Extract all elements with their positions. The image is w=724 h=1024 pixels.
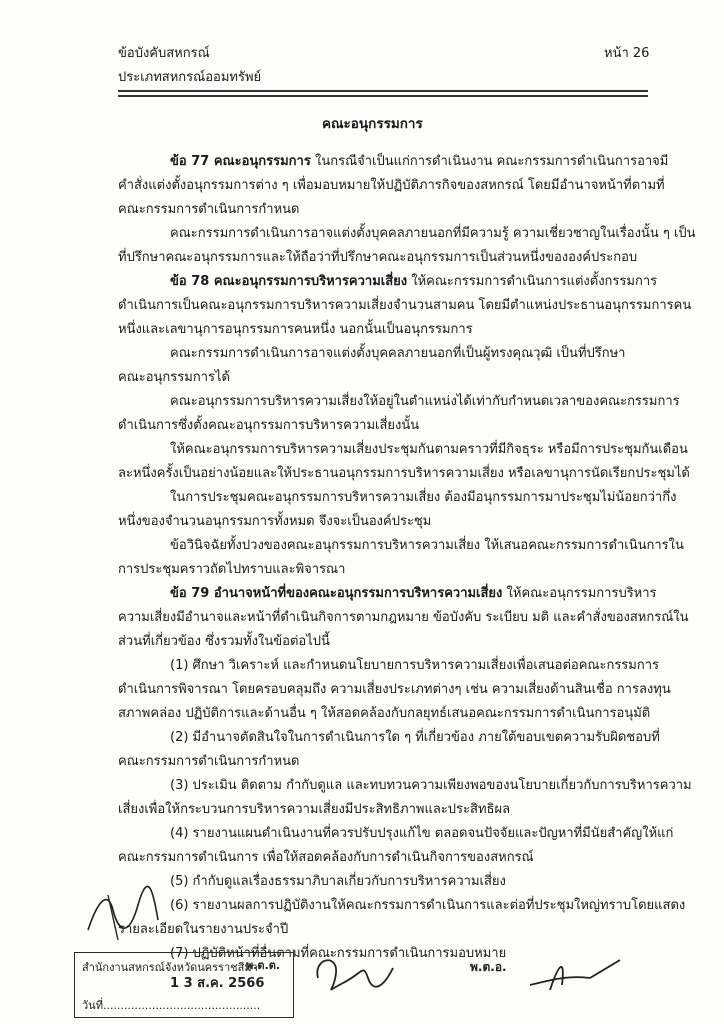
body-line bbox=[170, 658, 659, 674]
line-text: (2) มีอำนาจตัดสินใจในการดำเนินการใด ๆ ที่เกี่ยวข้อง ภายใต้ขอบเขตความรับผิดชอบที่ bbox=[170, 730, 660, 745]
line-text: คณะอนุกรรมการได้ bbox=[118, 370, 230, 385]
line-text: ในกรณีจำเป็นแก่การดำเนินงาน คณะกรรมการดำเนินการอาจมี bbox=[310, 154, 669, 169]
line-text: (5) กำกับดูแลเรื่องธรรมาภิบาลเกี่ยวกับการบริหารความเสี่ยง bbox=[170, 874, 506, 889]
clause-heading: ข้อ 78 คณะอนุกรรมการบริหารความเสี่ยง bbox=[170, 274, 408, 289]
line-text: ที่ปรึกษาคณะอนุกรรมการและให้ถือว่าที่ปรึกษาคณะอนุกรรมการเป็นส่วนหนึ่งขององค์ประกอบ bbox=[118, 250, 638, 265]
body-line bbox=[118, 562, 345, 578]
body-line bbox=[118, 202, 299, 218]
body-line bbox=[170, 490, 676, 506]
line-text: ให้คณะอนุกรรมการบริหารความเสี่ยงประชุมกันตามคราวที่มีกิจธุระ หรือมีการประชุมกันเดือน bbox=[170, 442, 688, 457]
line-text: ข้อวินิจฉัยทั้งปวงของคณะอนุกรรมการบริหารความเสี่ยง ให้เสนอคณะกรรมการดำเนินการใน bbox=[170, 538, 684, 553]
line-text: คำสั่งแต่งตั้งอนุกรรมการต่าง ๆ เพื่อมอบหมายให้ปฏิบัติภารกิจของสหกรณ์ โดยมีอำนาจหน้าที่ตามที่ bbox=[118, 178, 665, 193]
body-line bbox=[170, 274, 657, 290]
body-line bbox=[118, 298, 691, 314]
line-text: คณะกรรมการดำเนินการกำหนด bbox=[118, 754, 300, 769]
stamp-mark-1: พ.ต.ต. bbox=[246, 959, 281, 972]
stamp-date-line: วันที่............................................. bbox=[82, 999, 261, 1012]
clause-heading: ข้อ 77 คณะอนุกรรมการ bbox=[170, 154, 311, 169]
body-line bbox=[118, 466, 690, 482]
body-line bbox=[170, 442, 688, 458]
body-line bbox=[170, 778, 692, 794]
signature-mark-2: พ.ต.อ. bbox=[470, 960, 507, 974]
page-number: หน้า 26 bbox=[604, 46, 650, 61]
body-line bbox=[170, 898, 685, 914]
line-text: เสี่ยงเพื่อให้กระบวนการบริหารความเสี่ยงมีประสิทธิภาพและประสิทธิผล bbox=[118, 802, 511, 817]
line-text: ส่วนที่เกี่ยวข้อง ซึ่งรวมทั้งในข้อต่อไปนี้ bbox=[118, 634, 330, 649]
line-text: คณะกรรมการดำเนินการกำหนด bbox=[118, 202, 300, 217]
line-text: ให้คณะกรรมการดำเนินการแต่งตั้งกรรมการ bbox=[407, 274, 658, 289]
line-text: หนึ่งของจำนวนอนุกรรมการทั้งหมด จึงจะเป็นองค์ประชุม bbox=[118, 514, 432, 529]
stamp-office-name: สำนักงานสหกรณ์จังหวัดนครราชสีมา bbox=[82, 961, 258, 974]
body-line bbox=[170, 154, 668, 170]
body-line bbox=[118, 250, 637, 266]
body-line bbox=[170, 730, 660, 746]
header-divider bbox=[118, 90, 648, 97]
line-text: รายละเอียดในรายงานประจำปี bbox=[118, 922, 289, 937]
line-text: ละหนึ่งครั้งเป็นอย่างน้อยและให้ประธานอนุกรรมการบริหารความเสี่ยง หรือเลขานุการนัดเรียกประชุมได้ bbox=[118, 466, 690, 481]
line-text: ดำเนินการซึ่งตั้งคณะอนุกรรมการบริหารความเสี่ยงนั้น bbox=[118, 418, 420, 433]
signature-right bbox=[520, 950, 630, 1000]
body-line bbox=[118, 802, 510, 818]
body-line bbox=[170, 874, 506, 890]
body-line bbox=[118, 754, 299, 770]
line-text: (7) ปฏิบัติหน้าที่อื่นตามที่คณะกรรมการดำเนินการมอบหมาย bbox=[170, 946, 507, 961]
signature-middle bbox=[308, 948, 398, 998]
line-text: ดำเนินการพิจารณา โดยครอบคลุมถึง ความเสี่ยงประเภทต่างๆ เช่น ความเสี่ยงด้านสินเชื่อ การลงทุน bbox=[118, 682, 671, 697]
body-line bbox=[170, 586, 657, 602]
line-text: ให้คณะอนุกรรมการบริหาร bbox=[502, 586, 657, 601]
header-left-1: ข้อบังคับสหกรณ์ bbox=[118, 46, 210, 61]
body-line bbox=[118, 322, 473, 338]
body-line bbox=[170, 538, 684, 554]
body-line bbox=[170, 394, 680, 410]
line-text: หนึ่งและเลขานุการอนุกรรมการคนหนึ่ง นอกนั้นเป็นอนุกรรมการ bbox=[118, 322, 473, 337]
line-text: ความเสี่ยงมีอำนาจและหน้าที่ดำเนินกิจการตามกฎหมาย ข้อบังคับ ระเบียบ มติ และคำสั่งของสหกรณ์ใน bbox=[118, 610, 689, 625]
line-text: ในการประชุมคณะอนุกรรมการบริหารความเสี่ยง ต้องมีอนุกรรมการมาประชุมไม่น้อยกว่ากึ่ง bbox=[170, 490, 677, 505]
body-line bbox=[118, 370, 230, 386]
body-line bbox=[118, 418, 419, 434]
body-line bbox=[118, 610, 689, 626]
line-text: ดำเนินการเป็นคณะอนุกรรมการบริหารความเสี่ยงจำนวนสามคน โดยมีตำแหน่งประธานอนุกรรมการคน bbox=[118, 298, 692, 313]
body-line bbox=[118, 514, 431, 530]
signature-scribble-left bbox=[78, 880, 168, 950]
line-text: (6) รายงานผลการปฏิบัติงานให้คณะกรรมการดำเนินการและต่อที่ประชุมใหญ่ทราบโดยแสดง bbox=[170, 898, 686, 913]
stamp-date: 1 3 ส.ค. 2566 bbox=[170, 976, 265, 991]
clause-heading: ข้อ 79 อำนาจหน้าที่ของคณะอนุกรรมการบริหารความเสี่ยง bbox=[170, 586, 503, 601]
line-text: คณะกรรมการดำเนินการ เพื่อให้สอดคล้องกับการดำเนินกิจการของสหกรณ์ bbox=[118, 850, 534, 865]
line-text: สภาพคล่อง ปฏิบัติการและด้านอื่น ๆ ให้สอดคล้องกับกลยุทธ์เสนอคณะกรรมการดำเนินการอนุมัติ bbox=[118, 706, 651, 721]
body-line bbox=[118, 682, 671, 698]
body-line bbox=[118, 850, 534, 866]
body-line bbox=[118, 634, 330, 650]
body-line bbox=[170, 826, 673, 842]
body-line bbox=[118, 178, 665, 194]
line-text: (4) รายงานแผนดำเนินงานที่ควรปรับปรุงแก้ไข ตลอดจนปัจจัยและปัญหาที่มีนัยสำคัญให้แก่ bbox=[170, 826, 674, 841]
line-text: การประชุมคราวถัดไปทราบและพิจารณา bbox=[118, 562, 346, 577]
section-title: คณะอนุกรรมการ bbox=[322, 116, 423, 132]
line-text: (1) ศึกษา วิเคราะห์ และกำหนดนโยบายการบริหารความเสี่ยงเพื่อเสนอต่อคณะกรรมการ bbox=[170, 658, 660, 673]
line-text: คณะกรรมการดำเนินการอาจแต่งตั้งบุคคลภายนอกที่เป็นผู้ทรงคุณวุฒิ เป็นที่ปรึกษา bbox=[170, 346, 626, 361]
line-text: (3) ประเมิน ติดตาม กำกับดูแล และทบทวนความเพียงพอของนโยบายเกี่ยวกับการบริหารความ bbox=[170, 778, 692, 793]
body-line bbox=[170, 226, 696, 242]
body-line bbox=[170, 346, 625, 362]
line-text: คณะอนุกรรมการบริหารความเสี่ยงให้อยู่ในตำแหน่งได้เท่ากับกำหนดเวลาของคณะกรรมการ bbox=[170, 394, 680, 409]
line-text: คณะกรรมการดำเนินการอาจแต่งตั้งบุคคลภายนอกที่มีความรู้ ความเชี่ยวชาญในเรื่องนั้น ๆ เป็น bbox=[170, 226, 696, 241]
body-line bbox=[118, 706, 650, 722]
header-left-2: ประเภทสหกรณ์ออมทรัพย์ bbox=[118, 70, 262, 85]
